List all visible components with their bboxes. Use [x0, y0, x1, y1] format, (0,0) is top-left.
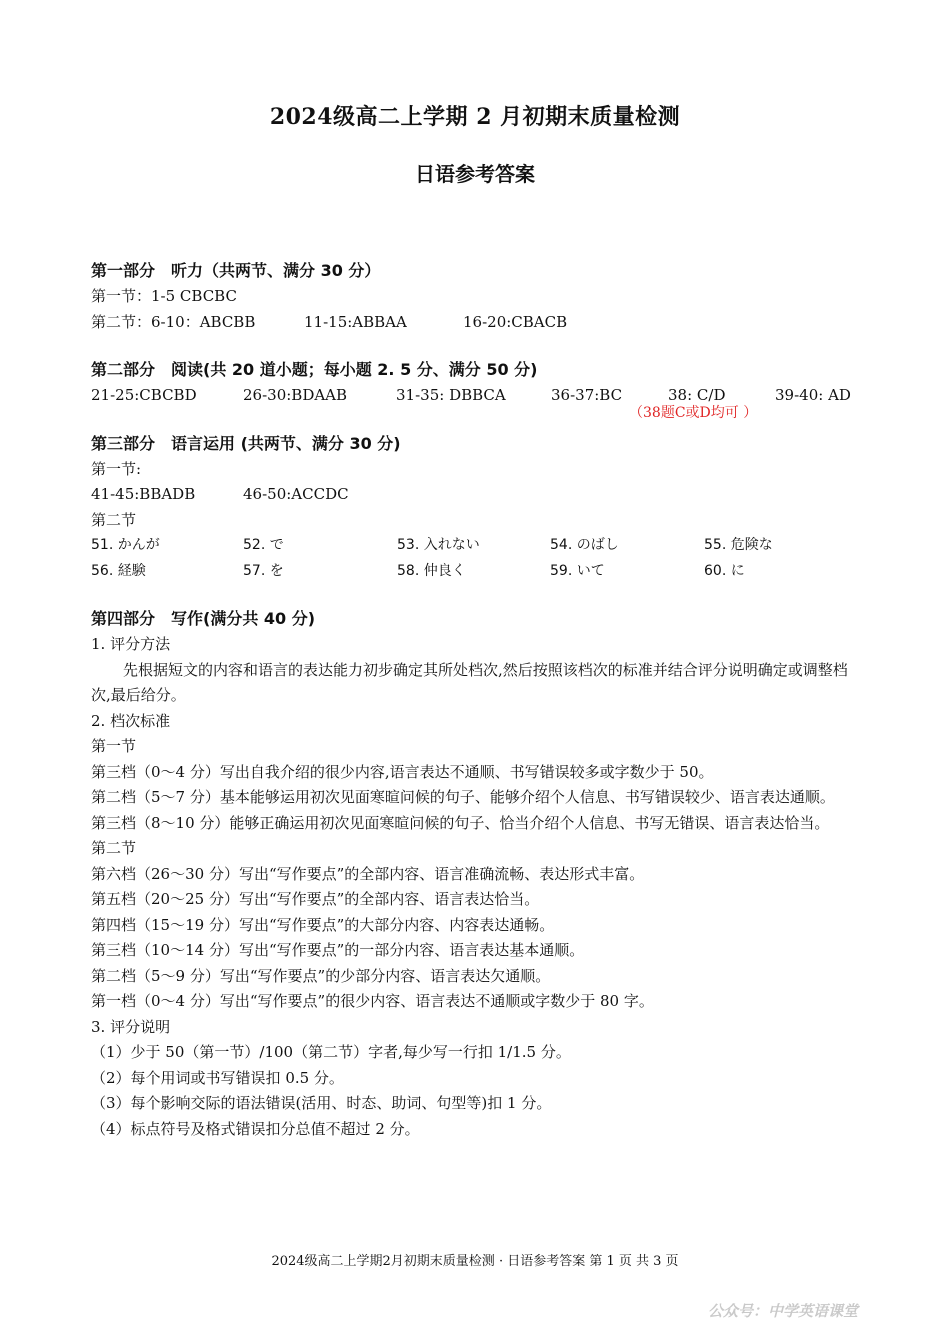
scoring-note: （3）每个影响交际的语法错误(活用、时态、助词、句型等)扣 1 分。: [91, 1094, 552, 1112]
document-title: 2024级高二上学期 2 月初期末质量检测: [269, 104, 681, 130]
part2-answer-group: 38: C/D: [668, 386, 726, 404]
part2-answer-group: 21-25:CBCBD: [91, 386, 197, 404]
section1-grade: 第二档（5～7 分）基本能够运用初次见面寒暄问候的句子、能够介绍个人信息、书写错误较少、语言表达通顺。: [91, 788, 835, 806]
part2-answer-group: 26-30:BDAAB: [243, 386, 348, 404]
scoring-note: （1）少于 50（第一节）/100（第二节）字者,每少写一行扣 1/1.5 分。: [91, 1043, 571, 1061]
scoring-method-title: 1. 评分方法: [91, 635, 171, 653]
part3-row2: [91, 559, 861, 585]
part1-heading: 第一部分 听力（共两节、满分 30 分）: [91, 261, 381, 280]
part1-section2: [91, 310, 861, 336]
fill-answer: 58. 仲良く: [397, 562, 466, 579]
part2-answer-group: 39-40: AD: [775, 386, 851, 404]
fill-answer: 56. 経験: [91, 562, 146, 579]
part3-section1-label: 第一节:: [91, 459, 142, 478]
part1-sec2-group: 11-15:ABBAA: [304, 312, 407, 331]
fill-answer: 59. いて: [550, 562, 605, 579]
document-subtitle: 日语参考答案: [415, 162, 535, 186]
section1-label: 第一节: [91, 737, 137, 755]
part1-section1: 第一节：1-5 CBCBC: [91, 287, 237, 305]
section2-grade: 第一档（0～4 分）写出“写作要点”的很少内容、语言表达不通顺或字数少于 80 字。: [91, 992, 654, 1010]
part3-section1-answers: [91, 482, 861, 508]
part3-row1: [91, 533, 861, 559]
scoring-note: （4）标点符号及格式错误扣分总值不超过 2 分。: [91, 1119, 420, 1138]
fill-answer: 55. 危険な: [704, 537, 773, 553]
page-footer: 2024级高二上学期2月初期末质量检测 · 日语参考答案 第 1 页 共 3 页: [271, 1254, 679, 1269]
watermark: 公众号：中学英语课堂: [708, 1302, 859, 1320]
section2-grade: 第四档（15～19 分）写出“写作要点”的大部分内容、内容表达通畅。: [91, 915, 555, 934]
scoring-notes-title: 3. 评分说明: [91, 1017, 171, 1036]
part3-section2-label: 第二节: [91, 510, 137, 529]
answer-content: [91, 258, 861, 1142]
part4-heading: 第四部分 写作(满分共 40 分): [91, 609, 316, 628]
section1-grade: 第三档（0～4 分）写出自我介绍的很少内容,语言表达不通顺、书写错误较多或字数少于 50。: [91, 762, 714, 781]
scoring-method-text: 先根据短文的内容和语言的表达能力初步确定其所处档次,然后按照该档次的标准并结合评分说明确定或调整档次,最后给分。: [91, 660, 848, 704]
fill-answer: 51. かんが: [91, 537, 160, 553]
section2-grade: 第五档（20～25 分）写出“写作要点”的全部内容、语言表达恰当。: [91, 890, 540, 908]
part1-sec2-group: 16-20:CBACB: [463, 312, 568, 331]
part2-answers: [91, 383, 861, 421]
section1-grade: 第三档（8～10 分）能够正确运用初次见面寒暄问候的句子、恰当介绍个人信息、书写无错误、语言表达恰当。: [91, 813, 830, 832]
grade-standard-title: 2. 档次标准: [91, 711, 171, 730]
part3-heading: 第三部分 语言运用 (共两节、满分 30 分): [91, 433, 401, 453]
section2-grade: 第二档（5～9 分）写出“写作要点”的少部分内容、语言表达欠通顺。: [91, 966, 551, 985]
part2-heading: 第二部分 阅读(共 20 道小题；每小题 2. 5 分、满分 50 分): [91, 360, 538, 379]
fill-answer: 53. 入れない: [397, 537, 480, 553]
part2-answer-group: 31-35: DBBCA: [396, 386, 506, 404]
scoring-note: （2）每个用词或书写错误扣 0.5 分。: [91, 1068, 344, 1087]
part3-answer-group: 41-45:BBADB: [91, 485, 196, 503]
fill-answer: 57. を: [243, 562, 284, 579]
part2-note: （38题C或D均可 ）: [629, 405, 758, 421]
part1-sec2-group: 第二节：6-10：ABCBB: [91, 312, 256, 331]
section2-label: 第二节: [91, 839, 137, 857]
fill-answer: 54. のばし: [550, 537, 619, 553]
part3-answer-group: 46-50:ACCDC: [243, 485, 349, 503]
fill-answer: 60. に: [704, 562, 745, 579]
section2-grade: 第六档（26～30 分）写出“写作要点”的全部内容、语言准确流畅、表达形式丰富。: [91, 864, 645, 883]
fill-answer: 52. で: [243, 537, 284, 553]
part2-answer-group: 36-37:BC: [551, 386, 623, 404]
section2-grade: 第三档（10～14 分）写出“写作要点”的一部分内容、语言表达基本通顺。: [91, 941, 585, 959]
